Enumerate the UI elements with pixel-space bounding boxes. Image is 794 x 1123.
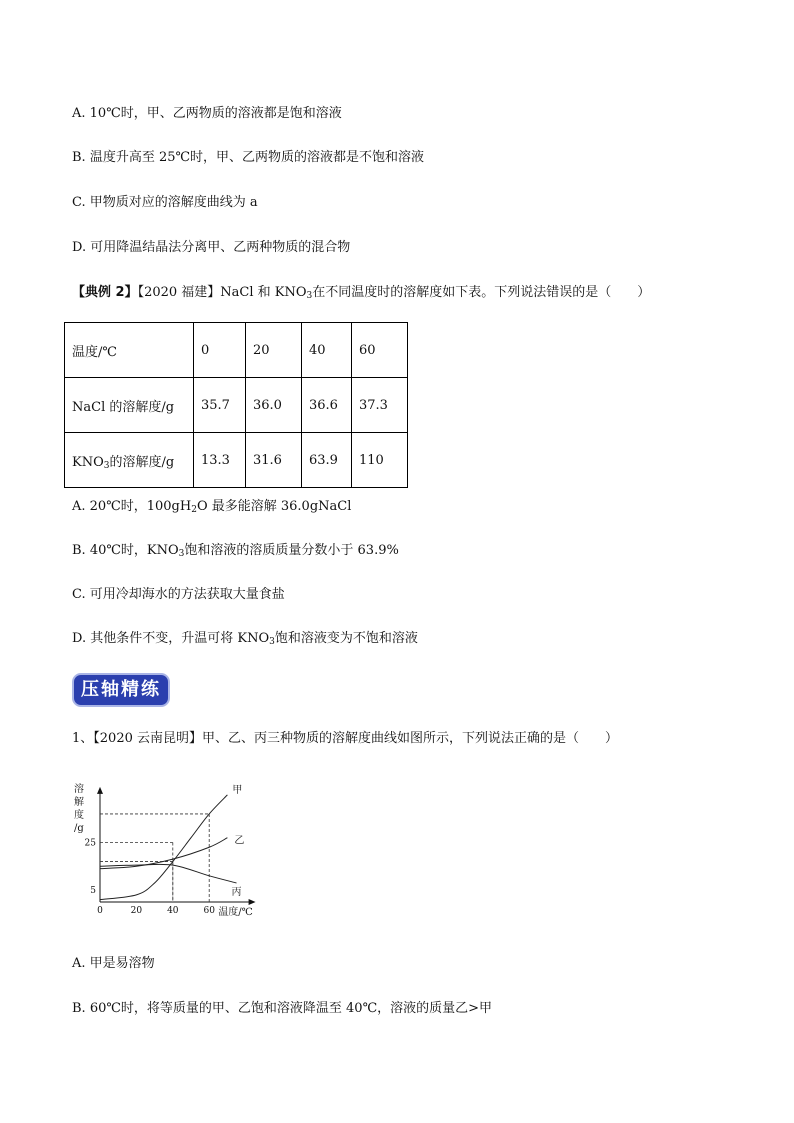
q2-option-b [72, 543, 399, 559]
table-header-cell [65, 433, 194, 488]
table-cell: 37.3 [352, 378, 408, 433]
table-row [65, 378, 408, 433]
example-subscript: 3 [306, 291, 313, 301]
q2-option-b-pre: B. 40℃时，KNO [72, 543, 179, 558]
table-cell: 63.9 [302, 433, 352, 488]
q2-option-d [72, 631, 418, 647]
y-axis-arrow [97, 787, 103, 794]
y-tick-label: 25 [84, 838, 96, 849]
question-1 [72, 731, 618, 747]
example-2-heading [72, 285, 650, 301]
question-number: 1、 [72, 731, 94, 746]
table-cell: 36.6 [302, 378, 352, 433]
example-text-before: NaCl 和 KNO [220, 285, 307, 300]
table-row [65, 433, 408, 488]
table-row [65, 323, 408, 378]
table-cell: 60 [352, 323, 408, 378]
section-banner: 压轴精练 [72, 673, 170, 707]
table-cell: 31.6 [246, 433, 302, 488]
kno3-label-pre: KNO [72, 454, 104, 470]
solubility-chart [70, 780, 270, 925]
x-tick-label: 0 [97, 906, 103, 916]
table-cell: 40 [302, 323, 352, 378]
series-label: 丙 [231, 886, 242, 898]
table-header-cell: 温度/℃ [65, 323, 194, 378]
option-d: D. 可用降温结晶法分离甲、乙两种物质的混合物 [72, 240, 351, 255]
series-label: 甲 [232, 784, 243, 796]
x-axis-label: 温度/℃ [218, 907, 253, 918]
y-tick-label: 5 [90, 886, 96, 897]
q2-option-d-sub: 3 [269, 637, 275, 647]
q2-option-a-pre: A. 20℃时，100gH [72, 499, 192, 514]
table-cell: 35.7 [194, 378, 246, 433]
option-c: C. 甲物质对应的溶解度曲线为 a [72, 195, 258, 210]
q2-option-b-post: 饱和溶液的溶质质量分数小于 63.9% [184, 543, 399, 558]
question-source: 【2020 云南昆明】 [93, 731, 202, 746]
table-cell: 36.0 [246, 378, 302, 433]
y-axis-label: 溶 [74, 784, 84, 795]
x-tick-label: 20 [130, 906, 143, 916]
kno3-label-post: 的溶解度/g [109, 454, 175, 470]
table-cell: 20 [246, 323, 302, 378]
x-tick-label: 60 [203, 906, 215, 916]
q2-option-a [72, 499, 351, 515]
example-tag: 【典例 2】 [72, 285, 138, 300]
series-label: 乙 [234, 835, 245, 847]
table-cell: 0 [194, 323, 246, 378]
q2-option-a-sub: 2 [191, 505, 197, 515]
table-cell: 110 [352, 433, 408, 488]
table-header-cell: NaCl 的溶解度/g [65, 378, 194, 433]
solubility-table [64, 322, 408, 488]
q2-option-b-sub: 3 [178, 549, 185, 559]
q3-option-a: A. 甲是易溶物 [72, 956, 155, 971]
y-axis-label: 度 [74, 810, 84, 821]
q2-option-c: C. 可用冷却海水的方法获取大量食盐 [72, 587, 285, 602]
kno3-label-sub: 3 [103, 460, 110, 471]
example-source: 【2020 福建】 [137, 285, 221, 300]
example-text-after: 在不同温度时的溶解度如下表。下列说法错误的是（ ） [312, 285, 651, 300]
x-tick-label: 40 [167, 906, 179, 916]
y-axis-label: /g [74, 823, 84, 834]
q3-option-b: B. 60℃时，将等质量的甲、乙饱和溶液降温至 40℃，溶液的质量乙>甲 [72, 1001, 493, 1016]
x-axis-arrow [249, 899, 256, 905]
option-a: A. 10℃时，甲、乙两物质的溶液都是饱和溶液 [72, 106, 342, 121]
option-b: B. 温度升高至 25℃时，甲、乙两物质的溶液都是不饱和溶液 [72, 150, 425, 165]
q2-option-a-post: O 最多能溶解 36.0gNaCl [196, 499, 352, 514]
question-text: 甲、乙、丙三种物质的溶解度曲线如图所示，下列说法正确的是（ ） [202, 731, 619, 746]
y-axis-label: 解 [74, 797, 84, 808]
q2-option-d-pre: D. 其他条件不变，升温可将 KNO [72, 631, 270, 646]
table-cell: 13.3 [194, 433, 246, 488]
q2-option-d-post: 饱和溶液变为不饱和溶液 [274, 631, 418, 646]
